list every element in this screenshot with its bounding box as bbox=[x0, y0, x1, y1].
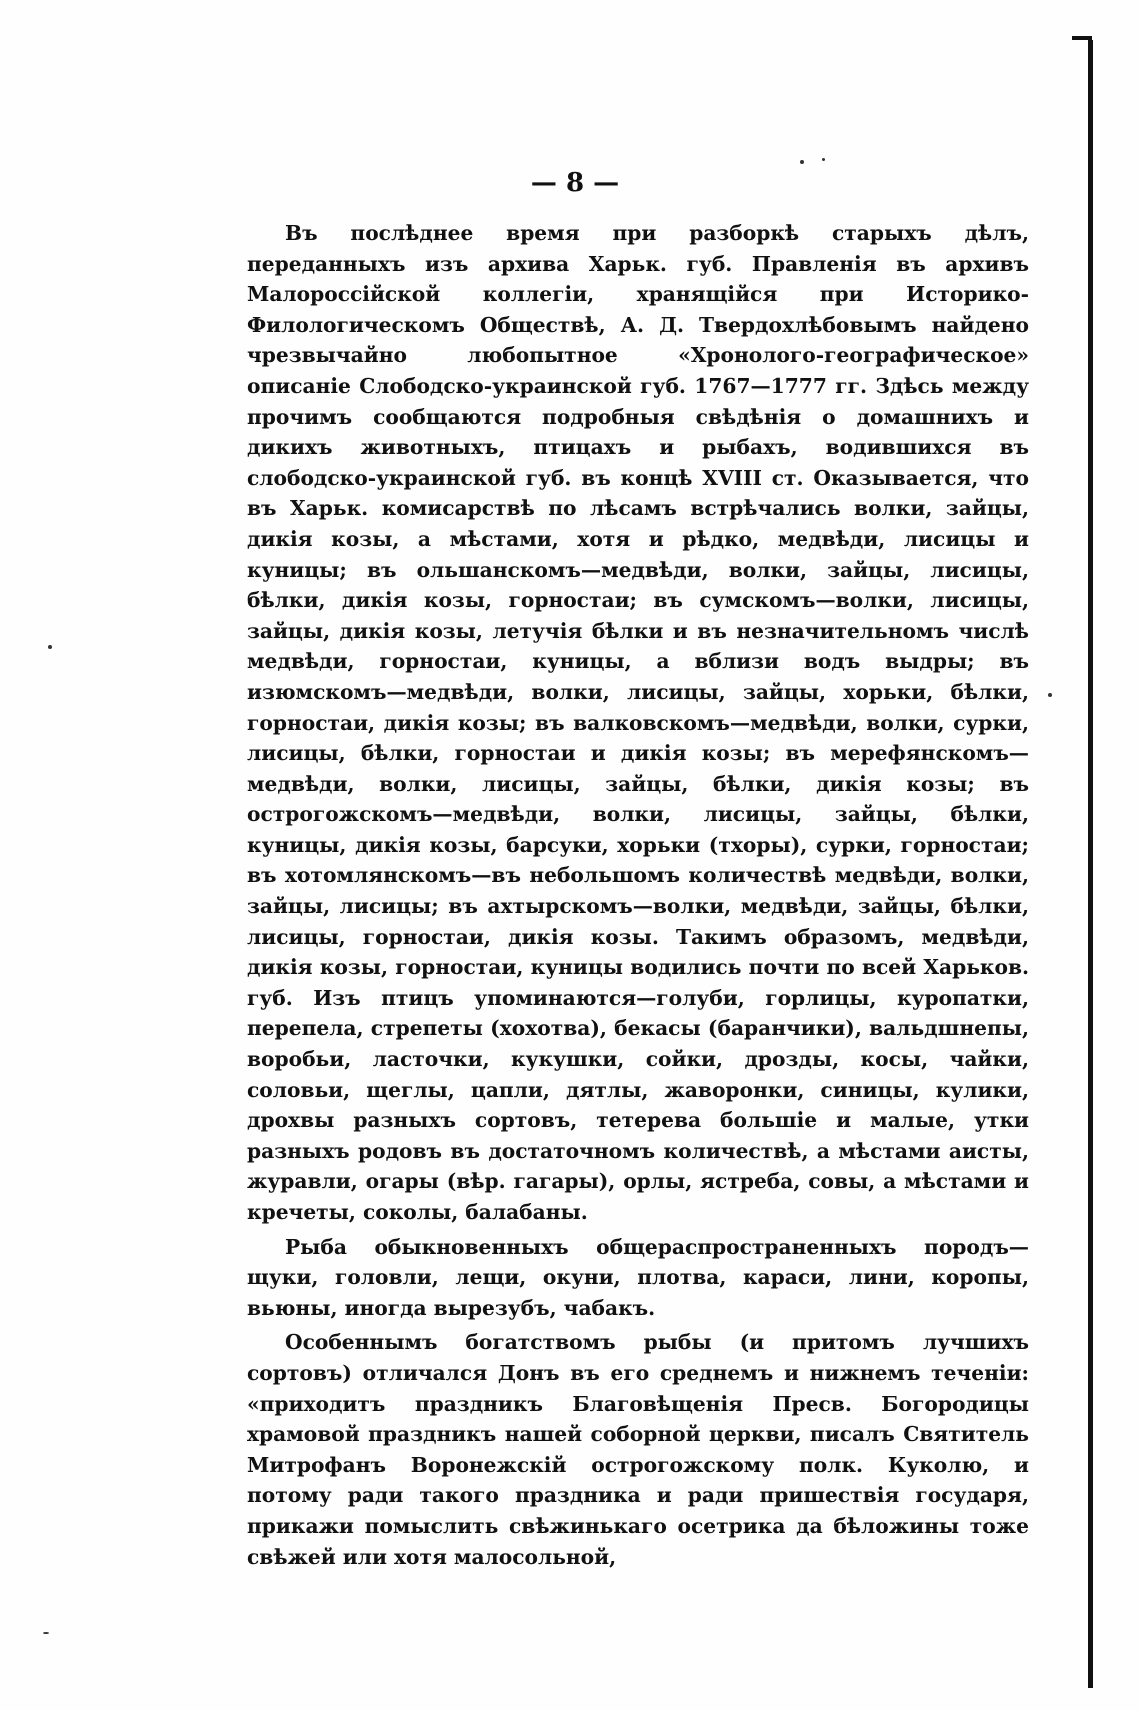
body-text bbox=[247, 218, 1029, 1572]
scan-speck bbox=[1048, 693, 1052, 697]
page-edge-line bbox=[1088, 40, 1093, 1688]
scan-speck bbox=[800, 160, 804, 164]
scan-speck bbox=[48, 645, 52, 649]
paragraph: Въ послѣднее время при разборкѣ старыхъ дѣлъ, переданныхъ изъ архива Харьк. губ. Правленія въ архивъ Малороссійской коллегіи, хранящійся при Историко-Филологическомъ Обществѣ, А. Д. Твердохлѣбовымъ найдено чрезвычайно любопытное «Хронолого-географическое» описаніе Слободско-украинской губ. 1767—1777 гг. Здѣсь между прочимъ сообщаются подробныя свѣдѣнія о домашнихъ и дикихъ животныхъ, птицахъ и рыбахъ, водившихся въ слободско-украинской губ. въ концѣ XVIII ст. Оказывается, что въ Харьк. комисарствѣ по лѣсамъ встрѣчались волки, зайцы, дикія козы, а мѣстами, хотя и рѣдко, медвѣди, лисицы и куницы; въ ольшанскомъ—медвѣди, волки, зайцы, лисицы, бѣлки, дикія козы, горностаи; въ сумскомъ—волки, лисицы, зайцы, дикія козы, летучія бѣлки и въ незначительномъ числѣ медвѣди, горностаи, куницы, а вблизи водъ выдры; въ изюмскомъ—медвѣди, волки, лисицы, зайцы, хорьки, бѣлки, горностаи, дикія козы; въ валковскомъ—медвѣди, волки, сурки, лисицы, бѣлки, горностаи и дикія козы; въ мерефянскомъ—медвѣди, волки, лисицы, зайцы, бѣлки, дикія козы; въ острогожскомъ—медвѣди, волки, лисицы, зайцы, бѣлки, куницы, дикія козы, барсуки, хорьки (тхоры), сурки, горностаи; въ хотомлянскомъ—въ небольшомъ количествѣ медвѣди, волки, зайцы, лисицы; въ ахтырскомъ—волки, медвѣди, зайцы, бѣлки, лисицы, горностаи, дикія козы. Такимъ образомъ, медвѣди, дикія козы, горностаи, куницы водились почти по всей Харьков. губ. Изъ птицъ упоминаются—голуби, горлицы, куропатки, перепела, стрепеты (хохотва), бекасы (баранчики), вальдшнепы, воробьи, ласточки, кукушки, сойки, дрозды, косы, чайки, соловьи, щеглы, цапли, дятлы, жаворонки, синицы, кулики, дрохвы разныхъ сортовъ, тетерева большіе и малые, утки разныхъ родовъ въ достаточномъ количествѣ, а мѣстами аисты, журавли, огары (вѣр. гагары), орлы, ястреба, совы, а мѣстами и кречеты, соколы, балабаны. bbox=[247, 221, 1029, 1224]
page-number: — 8 — bbox=[530, 168, 620, 198]
scan-speck bbox=[822, 158, 825, 161]
scan-speck bbox=[43, 1632, 49, 1634]
paragraph: Особеннымъ богатствомъ рыбы (и притомъ лучшихъ сортовъ) отличался Донъ въ его среднемъ и нижнемъ теченіи: «приходитъ праздникъ Благовѣщенія Пресв. Богородицы храмовой праздникъ нашей соборной церкви, писалъ Святитель Митрофанъ Воронежскій острогожскому полк. Куколю, и потому ради такого праздника и ради пришествія государя, прикажи помыслить свѣжинькаго осетрика да бѣложины тоже свѣжей или хотя малосольной, bbox=[247, 1330, 1029, 1569]
paragraph: Рыба обыкновенныхъ общераспространенныхъ породъ—щуки, головли, лещи, окуни, плотва, караси, лини, коропы, вьюны, иногда вырезубъ, чабакъ. bbox=[247, 1234, 1029, 1320]
